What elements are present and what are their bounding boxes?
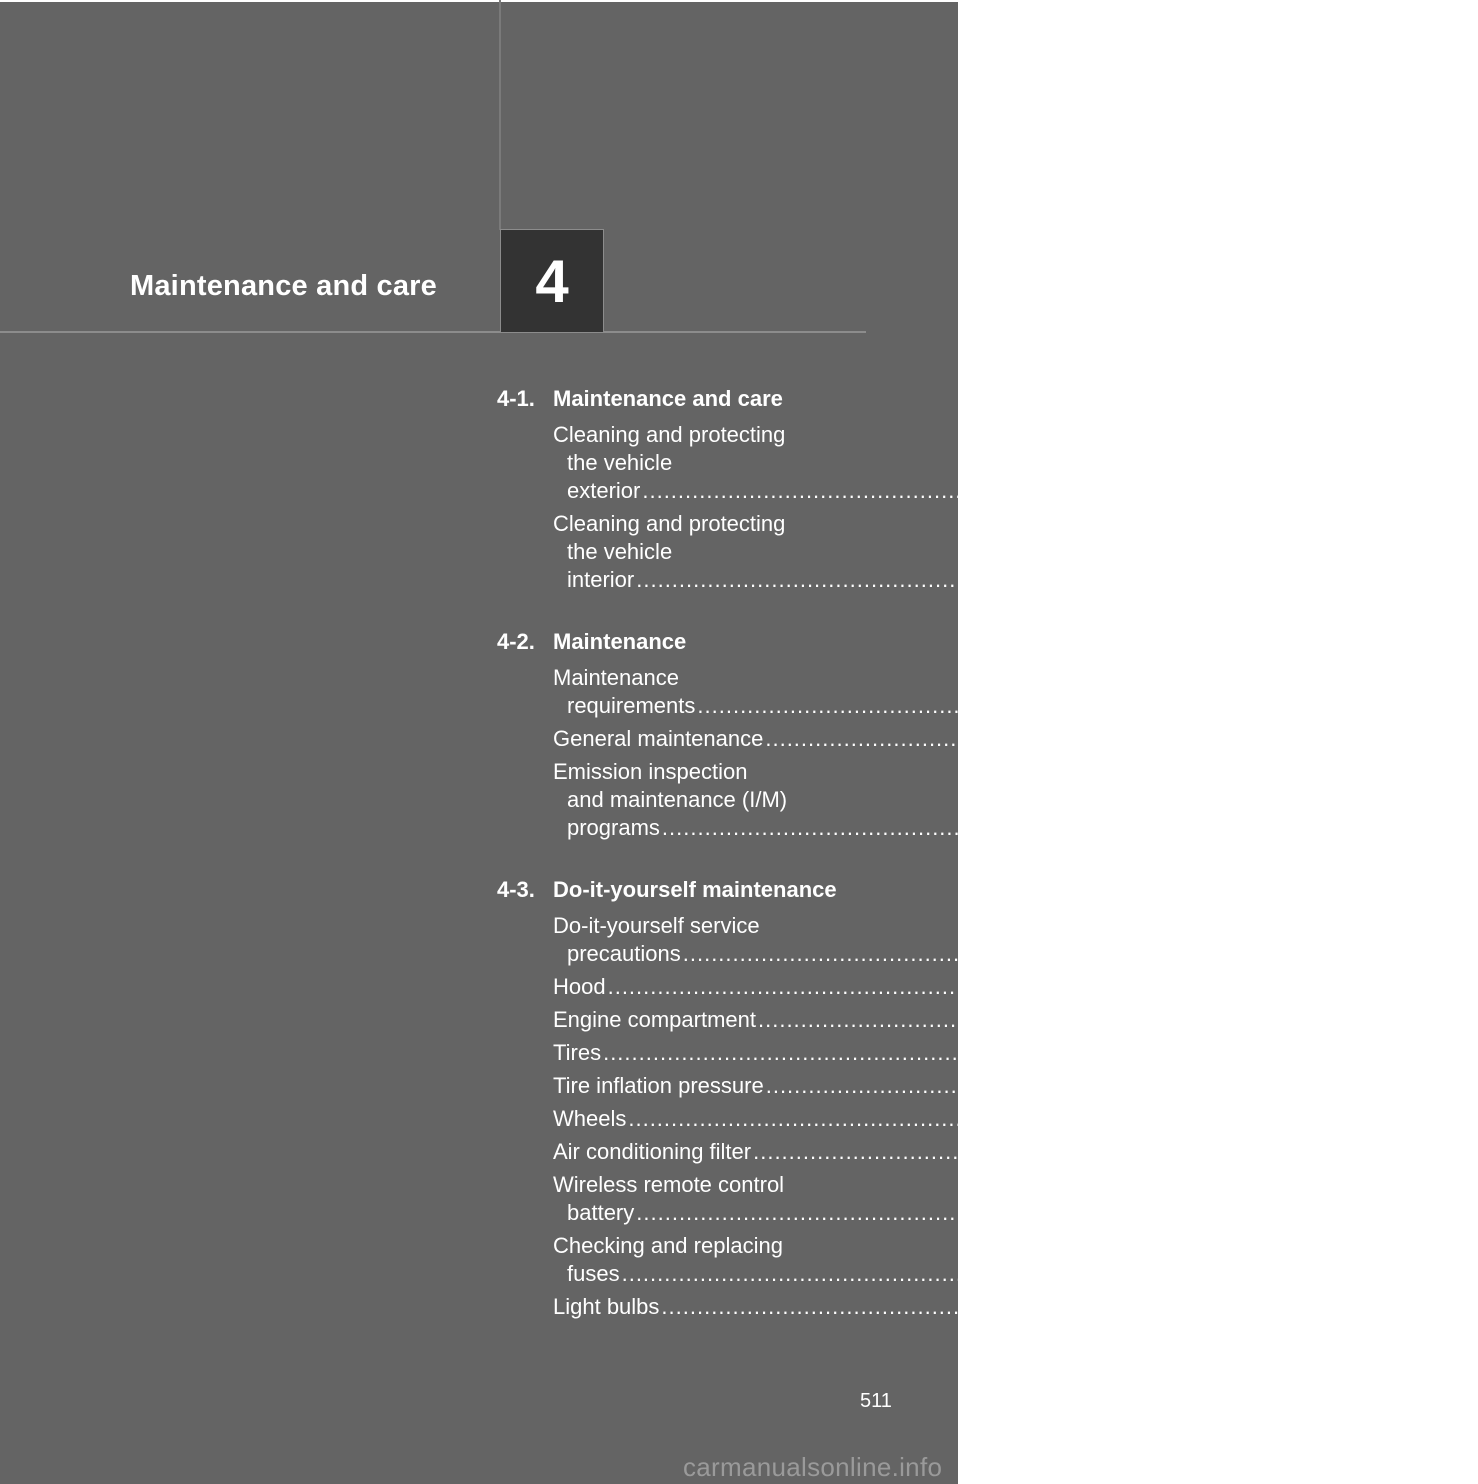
dot-leader bbox=[683, 941, 1352, 966]
dot-leader bbox=[628, 1105, 1297, 1133]
toc-section bbox=[497, 628, 1478, 842]
section-heading[interactable] bbox=[497, 876, 869, 904]
toc-entry-page: 558 bbox=[1308, 1200, 1346, 1225]
section-title: Maintenance and care bbox=[553, 386, 783, 411]
section-number: 4-1. bbox=[497, 386, 535, 411]
toc-entry-page: 517 bbox=[1369, 693, 1407, 718]
toc-entry-text: Emission inspection bbox=[553, 759, 748, 784]
section-heading[interactable] bbox=[497, 385, 869, 413]
watermark: carmanualsonline.info bbox=[683, 1452, 943, 1482]
toc-entry-row bbox=[553, 1006, 1471, 1034]
dot-leader bbox=[758, 1006, 1427, 1034]
toc-entry-page: 528 bbox=[1433, 1007, 1471, 1032]
dot-leader bbox=[661, 1293, 1330, 1321]
toc-entry[interactable] bbox=[553, 758, 1372, 842]
toc-entry[interactable] bbox=[553, 725, 1478, 753]
toc-entry-text: the vehicle interior bbox=[567, 539, 673, 592]
toc-entry[interactable] bbox=[553, 912, 1393, 968]
toc-entry-row bbox=[553, 1105, 1341, 1133]
section-number: 4-2. bbox=[497, 629, 535, 654]
toc-entry[interactable] bbox=[553, 510, 1346, 594]
toc-entry-page: 514 bbox=[1308, 567, 1346, 592]
chapter-number-box bbox=[500, 229, 604, 333]
toc-entry-text: precautions bbox=[567, 941, 681, 966]
chapter-number: 4 bbox=[535, 248, 569, 315]
dot-leader bbox=[765, 725, 1434, 753]
toc-entry-row bbox=[553, 692, 1407, 720]
toc-entry-row bbox=[553, 1260, 1331, 1288]
toc-entry[interactable] bbox=[553, 421, 1352, 505]
toc-entry-row bbox=[553, 814, 1372, 842]
toc-entry[interactable] bbox=[553, 1072, 1478, 1100]
toc-entry-text: Wheels bbox=[553, 1106, 627, 1131]
table-of-contents bbox=[497, 385, 1478, 1355]
toc-entry-text: requirements bbox=[567, 693, 696, 718]
section-title: Maintenance bbox=[553, 629, 687, 654]
toc-entry-row bbox=[553, 973, 1321, 1001]
toc-entry[interactable] bbox=[553, 1006, 1471, 1034]
toc-section bbox=[497, 385, 1352, 594]
toc-entry-text: Tires bbox=[553, 1040, 602, 1065]
dot-leader bbox=[766, 1072, 1435, 1100]
dot-leader bbox=[636, 567, 1305, 592]
toc-entry-text: Do-it-yourself service bbox=[553, 913, 760, 938]
toc-entry-row bbox=[553, 1039, 1316, 1067]
toc-entry[interactable] bbox=[553, 1293, 1374, 1321]
dot-leader bbox=[608, 973, 1277, 1001]
toc-entry[interactable] bbox=[553, 1171, 1346, 1227]
header-rule-left bbox=[0, 331, 500, 333]
toc-entry-text: Maintenance bbox=[553, 665, 679, 690]
toc-entry-page: 523 bbox=[1355, 941, 1393, 966]
toc-entry[interactable] bbox=[553, 973, 1321, 1001]
page-number: 511 bbox=[860, 1390, 892, 1412]
toc-entry-page: 560 bbox=[1294, 1261, 1331, 1286]
dot-leader bbox=[662, 815, 1331, 840]
toc-entry-row bbox=[553, 725, 1478, 753]
toc-entry-text: Cleaning and protecting bbox=[553, 511, 786, 536]
header-rule-right bbox=[604, 331, 866, 333]
dot-leader bbox=[636, 1200, 1305, 1225]
toc-entry-page: 549 bbox=[1441, 1073, 1478, 1098]
toc-entry[interactable] bbox=[553, 1138, 1466, 1166]
toc-entry-text: Checking and replacing bbox=[553, 1233, 783, 1258]
toc-entry-text: Wireless remote control bbox=[553, 1172, 785, 1197]
toc-entry-page: 527 bbox=[1283, 974, 1321, 999]
toc-entry-text: General maintenance bbox=[553, 726, 764, 751]
section-heading[interactable] bbox=[497, 628, 869, 656]
section-entries bbox=[497, 912, 1478, 1321]
toc-entry-row bbox=[553, 1072, 1478, 1100]
toc-entry-text: Tire inflation pressure bbox=[553, 1073, 764, 1098]
toc-entry-text: fuses bbox=[567, 1261, 620, 1286]
toc-entry-text: Air conditioning filter bbox=[553, 1139, 752, 1164]
toc-entry-page: 542 bbox=[1278, 1040, 1316, 1065]
toc-entry-row bbox=[553, 1199, 1346, 1227]
toc-entry-text: battery bbox=[567, 1200, 635, 1225]
toc-entry-page: 522 bbox=[1334, 815, 1372, 840]
toc-entry-text: and maintenance (I/M) bbox=[567, 787, 788, 812]
vertical-divider bbox=[499, 0, 501, 230]
toc-entry-row bbox=[553, 449, 1352, 505]
toc-entry[interactable] bbox=[553, 664, 1407, 720]
chapter-title: Maintenance and care bbox=[130, 270, 437, 302]
page-edge-top bbox=[0, 0, 960, 2]
toc-entry-text: Hood bbox=[553, 974, 606, 999]
dot-leader bbox=[622, 1261, 1291, 1286]
toc-entry-row bbox=[553, 538, 1346, 594]
toc-entry-page: 512 bbox=[1314, 478, 1352, 503]
toc-entry[interactable] bbox=[553, 1105, 1341, 1133]
section-entries bbox=[497, 421, 1352, 594]
toc-entry-page: 555 bbox=[1428, 1139, 1466, 1164]
toc-entry-row bbox=[553, 940, 1393, 968]
dot-leader bbox=[697, 693, 1366, 718]
toc-entry[interactable] bbox=[553, 1232, 1331, 1288]
toc-entry[interactable] bbox=[553, 1039, 1316, 1067]
toc-entry-page: 571 bbox=[1337, 1294, 1374, 1319]
toc-entry-text: Cleaning and protecting bbox=[553, 422, 786, 447]
toc-entry-text: programs bbox=[567, 815, 660, 840]
toc-entry-text: Light bulbs bbox=[553, 1294, 660, 1319]
toc-entry-text: Engine compartment bbox=[553, 1007, 756, 1032]
dot-leader bbox=[642, 478, 1311, 503]
toc-entry-row bbox=[553, 1138, 1466, 1166]
toc-entry-text: the vehicle exterior bbox=[567, 450, 673, 503]
dot-leader bbox=[603, 1039, 1272, 1067]
dot-leader bbox=[753, 1138, 1422, 1166]
toc-entry-page: 553 bbox=[1304, 1106, 1341, 1131]
toc-section bbox=[497, 876, 1478, 1321]
section-number: 4-3. bbox=[497, 877, 535, 902]
section-entries bbox=[497, 664, 1478, 842]
section-title: Do-it-yourself maintenance bbox=[553, 877, 837, 902]
toc-entry-page: 519 bbox=[1441, 726, 1478, 751]
toc-entry-row bbox=[553, 1293, 1374, 1321]
